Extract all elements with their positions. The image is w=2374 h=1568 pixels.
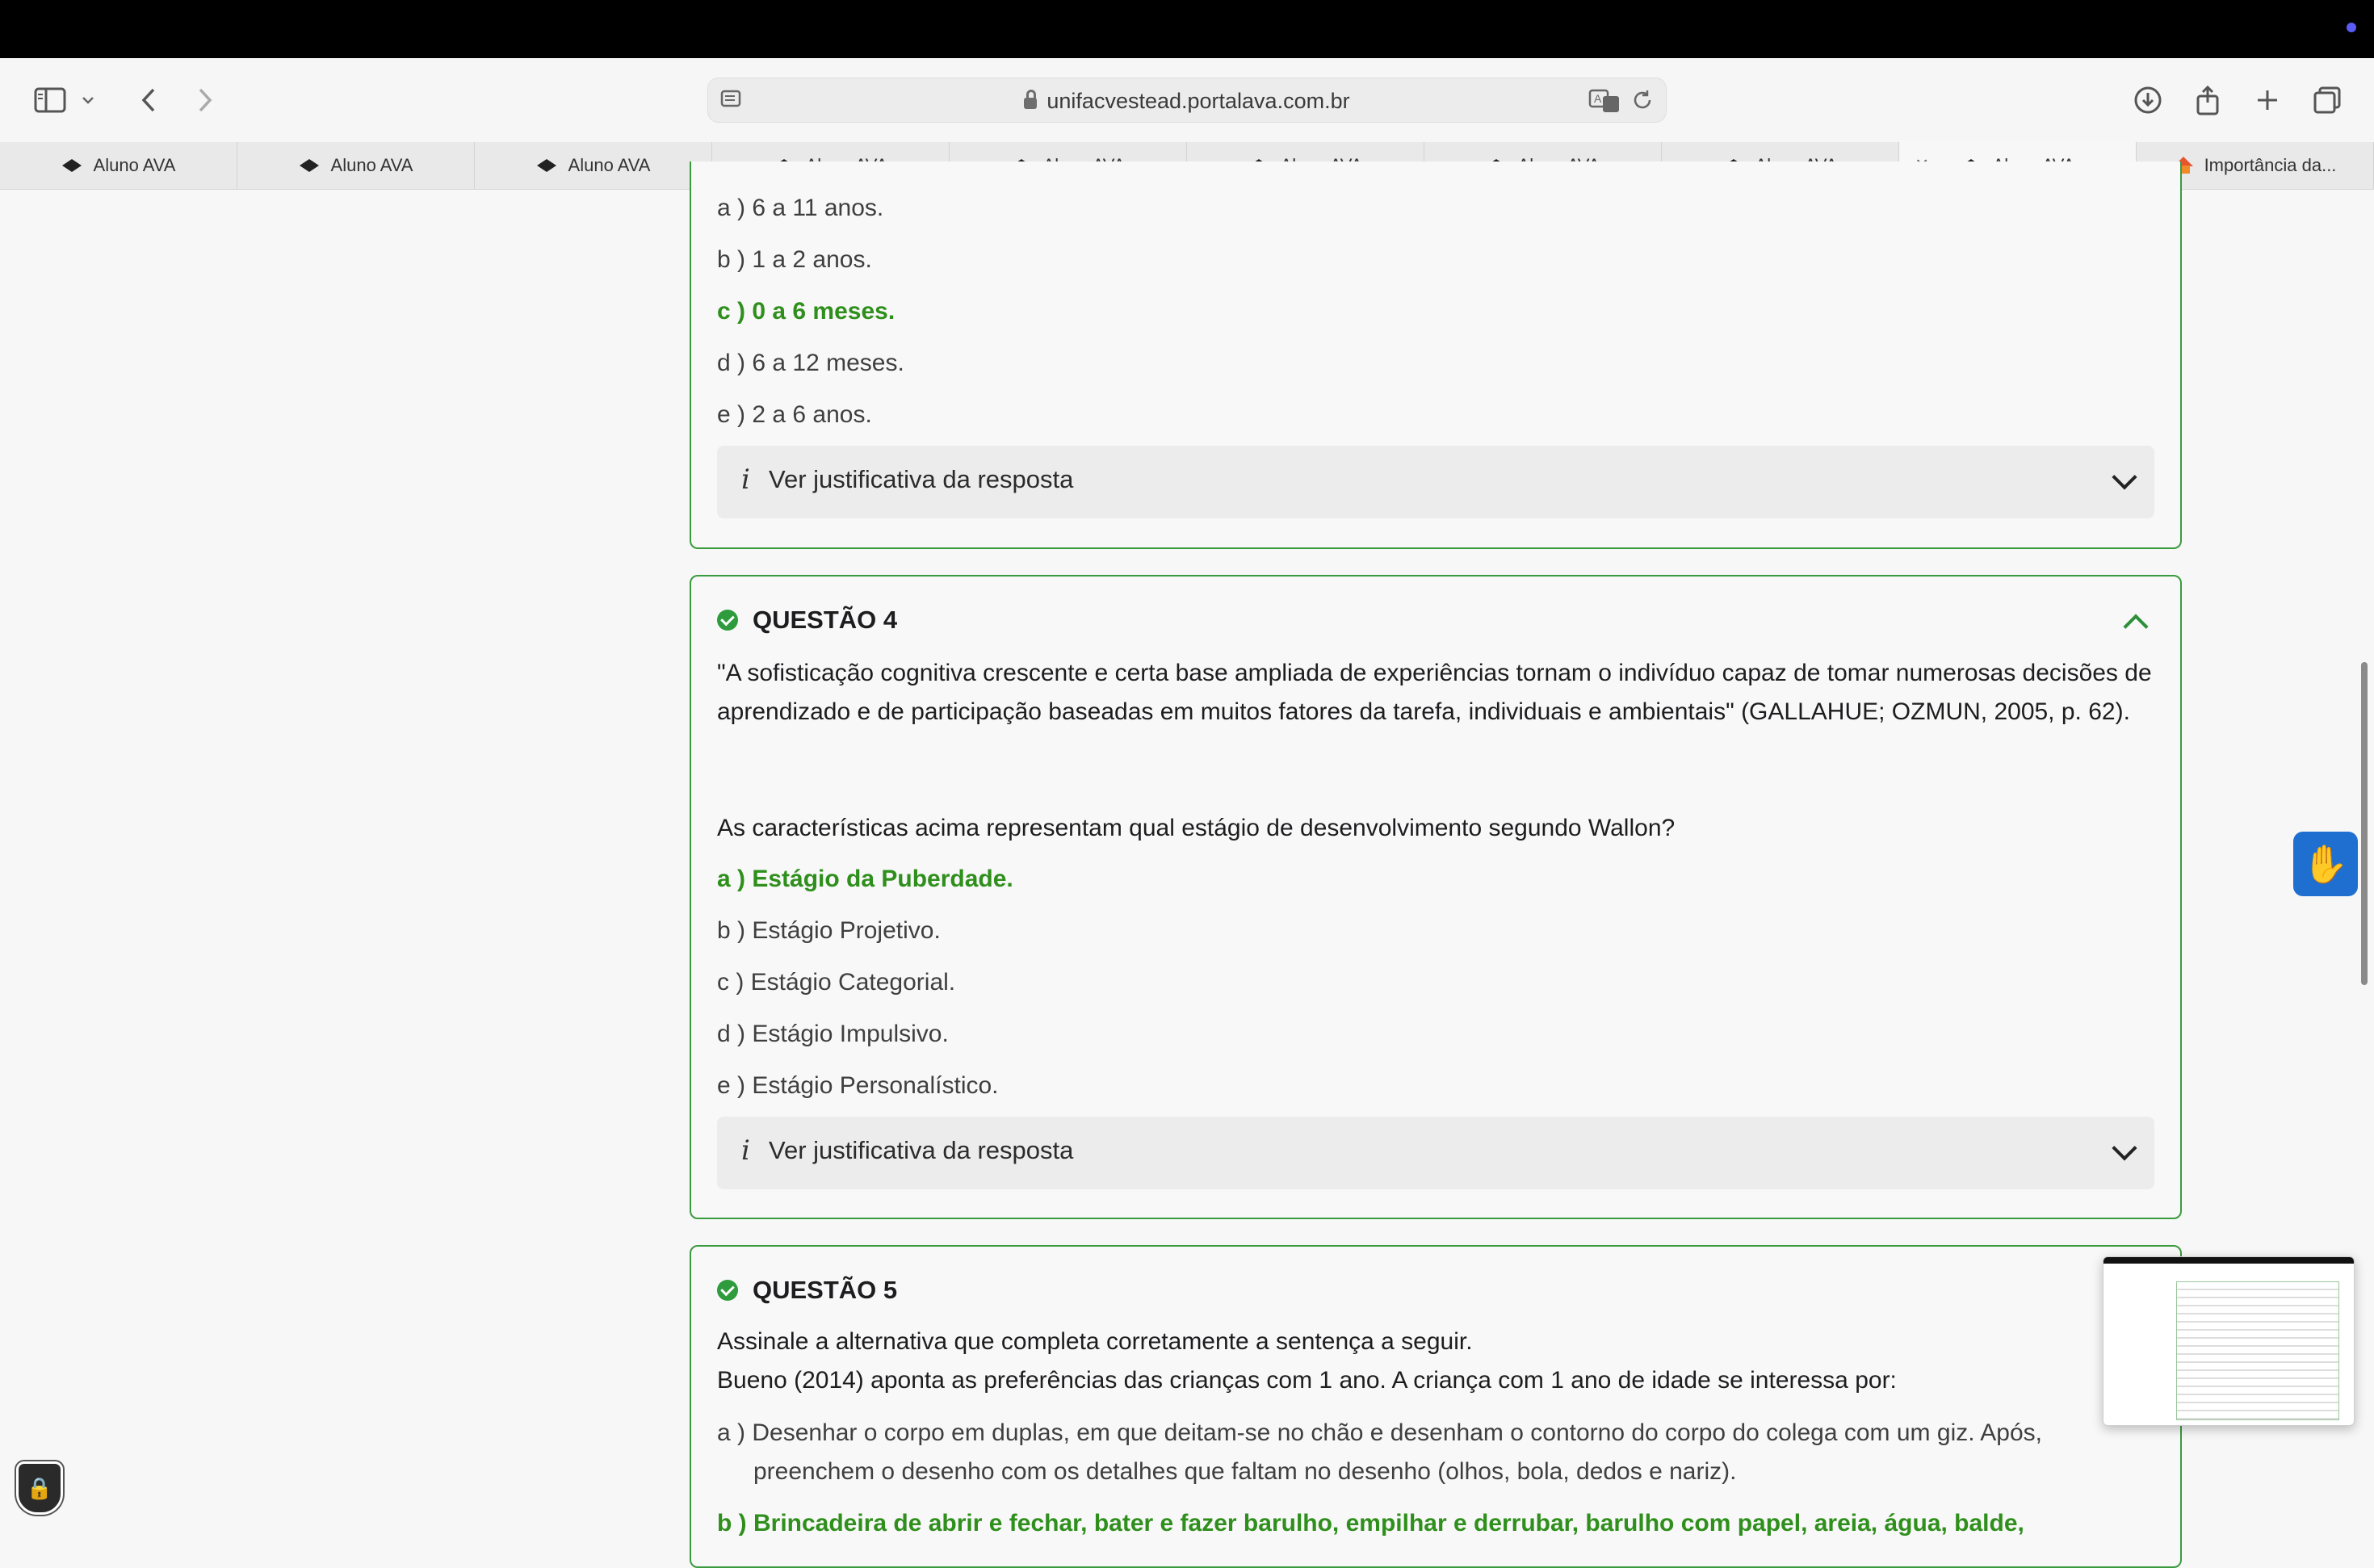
q3-option-e[interactable]: e ) 2 a 6 anos.: [717, 401, 872, 428]
check-circle-icon: [717, 1280, 738, 1301]
info-icon: i: [741, 1134, 750, 1167]
sign-language-widget-icon[interactable]: ✋: [2293, 832, 2358, 896]
info-icon: i: [741, 463, 750, 496]
tab-overview-icon[interactable]: [2306, 79, 2348, 121]
screenshot-thumbnail[interactable]: [2103, 1256, 2355, 1426]
reload-icon[interactable]: [1630, 88, 1655, 116]
q5-title: QUESTÃO 5: [753, 1276, 898, 1304]
new-tab-icon[interactable]: [2246, 79, 2288, 121]
q4-quote: "A sofisticação cognitiva crescente e certa base ampliada de experiências tornam o indivíduo capaz de tomar numerosas decisões de aprendizado e de participação baseadas em muitos fatores da tarefa, individuais e ambientais" (GALLAHUE; OZMUN, 2005, p. 62).: [717, 660, 2152, 725]
chevron-down-icon[interactable]: [76, 79, 100, 121]
address-bar[interactable]: [707, 78, 1667, 123]
q5-line-1: Assinale a alternativa que completa corretamente a sentença a seguir.: [717, 1328, 1473, 1355]
status-dot-icon: [2347, 23, 2356, 32]
share-icon[interactable]: [2187, 79, 2229, 121]
q3-option-a[interactable]: a ) 6 a 11 anos.: [717, 195, 884, 221]
q4-prompt: As características acima representam qual estágio de desenvolvimento segundo Wallon?: [717, 815, 1676, 841]
tab-label: Aluno AVA: [330, 155, 413, 175]
q4-option-c[interactable]: c ) Estágio Categorial.: [717, 969, 956, 996]
lock-icon: [1024, 98, 1037, 109]
thumbnail-preview: [2176, 1281, 2339, 1420]
justification-label: Ver justificativa da resposta: [769, 1136, 1074, 1164]
q5-option-a-continued[interactable]: preenchem o desenho com os detalhes que faltam no desenho (olhos, bola, dedos e nariz).: [753, 1458, 1737, 1485]
forward-icon[interactable]: [184, 79, 226, 121]
chevron-down-icon: [2112, 1135, 2137, 1160]
graduation-cap-icon: [536, 159, 557, 172]
q3-option-d[interactable]: d ) 6 a 12 meses.: [717, 350, 904, 376]
q3-justification-toggle[interactable]: [717, 446, 2154, 518]
q4-option-d[interactable]: d ) Estágio Impulsivo.: [717, 1021, 949, 1047]
thumbnail-bar: [2103, 1257, 2354, 1264]
q4-option-e[interactable]: e ) Estágio Personalístico.: [717, 1072, 999, 1099]
q4-justification-toggle[interactable]: [717, 1117, 2154, 1189]
justification-label: Ver justificativa da resposta: [769, 465, 1074, 493]
browser-toolbar: [0, 58, 2374, 142]
tab-label: Importância da...: [2204, 155, 2337, 175]
scrollbar[interactable]: [2361, 662, 2368, 985]
tab-aluno-ava-1[interactable]: [0, 142, 237, 189]
q5-header: [717, 1276, 897, 1305]
menu-bar: [0, 0, 2374, 58]
tab-aluno-ava-3[interactable]: [475, 142, 712, 189]
sidebar-toggle-icon[interactable]: [29, 79, 71, 121]
q4-title: QUESTÃO 4: [753, 606, 898, 634]
chevron-down-icon: [2112, 464, 2137, 489]
url-label: unifacvestead.portalava.com.br: [1046, 89, 1350, 113]
back-icon[interactable]: [128, 79, 170, 121]
q4-option-a-correct[interactable]: a ) Estágio da Puberdade.: [717, 866, 1013, 892]
translate-icon[interactable]: [1588, 88, 1621, 118]
graduation-cap-icon: [61, 159, 82, 172]
tab-label: Aluno AVA: [93, 155, 176, 175]
url-text: [708, 78, 1666, 124]
q4-header: [717, 606, 897, 635]
svg-text:A: A: [1594, 92, 1602, 105]
privacy-shield-icon[interactable]: 🔒: [16, 1461, 63, 1515]
q3-option-c-correct[interactable]: c ) 0 a 6 meses.: [717, 298, 895, 325]
tab-label: Aluno AVA: [568, 155, 651, 175]
q5-option-a[interactable]: a ) Desenhar o corpo em duplas, em que deitam-se no chão e desenham o contorno do corpo do colega com um giz. Após,: [717, 1419, 2042, 1446]
tab-aluno-ava-2[interactable]: [237, 142, 475, 189]
q5-line-2: Bueno (2014) aponta as preferências das crianças com 1 ano. A criança com 1 ano de idade se interessa por:: [717, 1367, 1897, 1394]
q4-option-b[interactable]: b ) Estágio Projetivo.: [717, 917, 941, 944]
check-circle-icon: [717, 610, 738, 631]
q5-option-b-correct[interactable]: b ) Brincadeira de abrir e fechar, bater e fazer barulho, empilhar e derrubar, barulho com papel, areia, água, balde,: [717, 1510, 2024, 1537]
graduation-cap-icon: [299, 159, 320, 172]
download-icon[interactable]: [2127, 79, 2169, 121]
q3-option-b[interactable]: b ) 1 a 2 anos.: [717, 246, 872, 273]
